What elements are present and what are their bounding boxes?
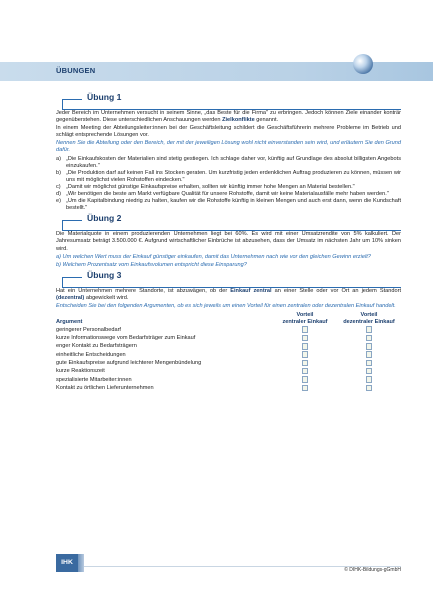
section-title: ÜBUNGEN (56, 66, 96, 75)
table-row: gute Einkaufspreise aufgrund leichterer Mengenbündelung (56, 359, 401, 367)
exercise-1-heading (56, 94, 401, 110)
ihk-logo: IHK (56, 554, 78, 572)
dezentral-checkbox[interactable] (366, 326, 373, 333)
zentral-checkbox[interactable] (302, 335, 309, 342)
dezentral-checkbox[interactable] (366, 343, 373, 350)
table-header-row (56, 312, 401, 326)
exercise-3-task: Entscheiden Sie bei den folgenden Argumenten, ob es sich jeweils um einen Vorteil für einen zentralen oder dezentralen Einkauf handelt. (56, 302, 396, 309)
dezentral-checkbox[interactable] (366, 335, 373, 342)
table-row: spezialisierte Mitarbeiter:innen (56, 376, 401, 384)
dezentral-checkbox[interactable] (366, 360, 373, 367)
list-item: e) „Um die Kapitalbindung niedrig zu halten, kaufen wir die Rohstoffe künftig in kleinen Mengen und auch erst dann, wenn die Kundschaft bestellt." (56, 198, 401, 212)
argument-table (56, 312, 401, 393)
keyword-zielkonflikte: Zielkonflikte (222, 117, 255, 124)
list-item: b) „Die Produktion darf auf keinen Fall ins Stocken geraten. Um kurzfristig jeden erdenklichen Auftrag produzieren zu können, müssen wir uns mit möglichst vielen Rohstoffen eindecken." (56, 169, 401, 183)
zentral-checkbox[interactable] (302, 326, 309, 333)
keyword-einkauf-zentral: Einkauf zentral (230, 287, 272, 294)
column-header-dezentral: Vorteil dezentraler Einkauf (343, 312, 395, 326)
zentral-checkbox[interactable] (302, 368, 309, 375)
keyword-dezentral: (dezentral) (56, 294, 85, 301)
list-item: a) „Die Einkaufskosten der Materialien sind stetig gestiegen. Ich schlage daher vor, künftig auf Grundlage des absolut billigsten Angebots einzukaufen." (56, 155, 401, 169)
exercise-2-question-b: b) Welchem Prozentsatz vom Einkaufsvolumen entspricht diese Einsparung? (56, 261, 247, 268)
table-row: kurze Reaktionszeit (56, 368, 401, 376)
table-row: geringerer Personalbedarf (56, 326, 401, 334)
table-row: Kontakt zu örtlichen Lieferunternehmen (56, 384, 401, 392)
exercise-2-body: Die Materialquote in einem produzierenden Unternehmen liegt bei 60%. Es wird mit einer Umsatzrendite von 5% kalkuliert. Der Jahresumsatz beträgt 3.500.000 €. Aufgrund wirtschaftlicher Einbrüche ist abzusehen, dass der Umsatz im nächsten Jahr um 10% sinken wird. (56, 231, 401, 252)
table-row: kurze Informationswege vom Bedarfsträger zum Einkauf (56, 335, 401, 343)
exercise-1-intro: Jeder Bereich im Unternehmen versucht in seinem Sinne, „das Beste für die Firma" zu erbringen. Jedoch können Ziele einander konträr gegenüberstehen. Diese unterschiedlichen Anschauungen werden Zielkonflikte genannt. (56, 110, 401, 124)
zentral-checkbox[interactable] (302, 343, 309, 350)
list-item: c) „Damit wir möglichst günstige Einkaufspreise erhalten, sollten wir künftig immer hohe Mengen an Material bestellen." (56, 183, 355, 190)
exercise-1-task: Nennen Sie die Abteilung oder den Bereich, der mit der jeweiligen Lösung wohl nicht einverstanden sein wird, und erläutern Sie den Grund dafür. (56, 140, 401, 154)
exercise-1-title: Übung 1 (84, 94, 124, 101)
table-row: einheitliche Entscheidungen (56, 351, 401, 359)
exercise-2-heading (56, 215, 401, 231)
dezentral-checkbox[interactable] (366, 351, 373, 358)
decorative-orb-icon (353, 54, 373, 74)
exercise-3-title: Übung 3 (84, 272, 124, 279)
exercise-3-heading (56, 269, 401, 288)
dezentral-checkbox[interactable] (366, 385, 373, 392)
zentral-checkbox[interactable] (302, 385, 309, 392)
copyright-notice: © DIHK-Bildungs-gGmbH (344, 567, 401, 573)
list-item: d) „Wir benötigen die beste am Markt verfügbare Qualität für unsere Rohstoffe, damit wir keine Materialausfälle mehr haben werden." (56, 191, 389, 198)
page-content (56, 94, 401, 393)
zentral-checkbox[interactable] (302, 351, 309, 358)
dezentral-checkbox[interactable] (366, 376, 373, 383)
table-row: enger Kontakt zu Bedarfsträgern (56, 343, 401, 351)
exercise-3-body: Hat ein Unternehmen mehrere Standorte, ist abzuwägen, ob der Einkauf zentral an einer Stelle oder vor Ort an jedem Standort (dezentral) abgewickelt wird. (56, 287, 402, 301)
column-header-argument: Argument (56, 319, 83, 326)
exercise-2-question-a: a) Um welchen Wert muss der Einkauf günstiger einkaufen, damit das Unternehmen nach wie vor den gleichen Gewinn erzielt? (56, 253, 371, 260)
zentral-checkbox[interactable] (302, 376, 309, 383)
exercise-1-meeting: In einem Meeting der Abteilungsleiter:innen bei der Geschäftsleitung schildert die Geschäftsführerin mehrere Probleme im Betrieb und schlägt entsprechende Lösungen vor. (56, 125, 401, 139)
column-header-zentral: Vorteil zentraler Einkauf (282, 312, 328, 326)
zentral-checkbox[interactable] (302, 360, 309, 367)
exercise-2-title: Übung 2 (84, 215, 124, 222)
exercise-1-items (56, 156, 401, 213)
dezentral-checkbox[interactable] (366, 368, 373, 375)
